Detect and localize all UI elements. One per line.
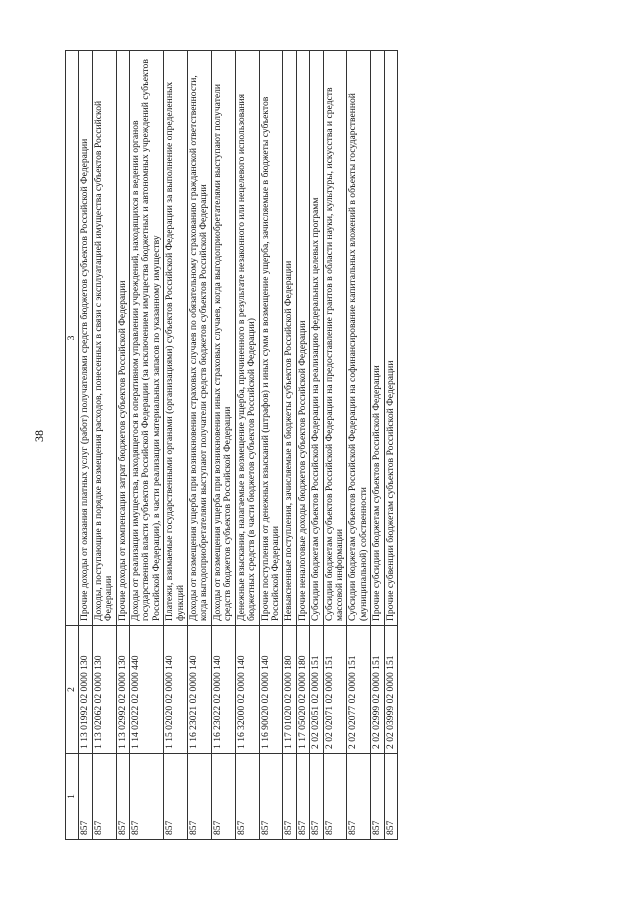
budget-classification-code-cell: 1 14 02022 02 0000 440 (130, 626, 164, 754)
admin-code-cell: 857 (130, 754, 164, 840)
budget-classification-code-cell: 1 16 90020 02 0000 140 (259, 626, 283, 754)
admin-code-cell: 857 (188, 754, 212, 840)
income-name-cell: Доходы, поступающие в порядке возмещения расходов, понесенных в связи с эксплуатацией имущества субъектов Российской Федерации (92, 51, 116, 626)
budget-classification-code-cell: 2 02 02071 02 0000 151 (323, 626, 347, 754)
budget-classification-code-cell: 1 13 02992 02 0000 130 (116, 626, 129, 754)
income-name-cell: Невыясненные поступления, зачисляемые в бюджеты субъектов Российской Федерации (283, 51, 296, 626)
income-name-cell: Прочие поступления от денежных взысканий (штрафов) и иных сумм в возмещение ущерба, зачисляемые в бюджеты субъектов Российской Федерации (259, 51, 283, 626)
admin-code-cell: 857 (259, 754, 283, 840)
header-col-1: 1 (66, 754, 79, 840)
admin-code-cell: 857 (283, 754, 296, 840)
table-row (347, 51, 371, 840)
income-name-cell: Прочие субсидии бюджетам субъектов Российской Федерации (371, 51, 384, 626)
income-name-cell: Доходы от возмещения ущерба при возникновении страховых случаев по обязательному страхованию гражданской ответственности, когда выгодоприобретателями выступают получатели средств бюджетов субъектов Российской Федерации (188, 51, 212, 626)
income-name-cell: Прочие субвенции бюджетам субъектов Российской Федерации (384, 51, 397, 626)
table-row (116, 51, 129, 840)
rotated-table-area (65, 50, 575, 840)
income-name-cell: Субсидии бюджетам субъектов Российской Федерации на софинансирование капитальных вложений в объекты государственной (муниципальной) собственности (347, 51, 371, 626)
income-name-cell: Денежные взыскания, налагаемые в возмещение ущерба, причиненного в результате незаконного или нецелевого использования бюджетных средств (в части бюджетов субъектов Российской Федерации) (235, 51, 259, 626)
admin-code-cell: 857 (347, 754, 371, 840)
admin-code-cell: 857 (116, 754, 129, 840)
budget-classification-code-cell: 1 17 01020 02 0000 180 (283, 626, 296, 754)
income-name-cell: Субсидии бюджетам субъектов Российской Федерации на реализацию федеральных целевых программ (310, 51, 323, 626)
income-name-cell: Доходы от возмещения ущерба при возникновении иных страховых случаев, когда выгодоприобретателями выступают получатели средств бюджетов субъектов Российской Федерации (211, 51, 235, 626)
table-row (384, 51, 397, 840)
table-row (188, 51, 212, 840)
budget-classification-code-cell: 1 15 02020 02 0000 140 (164, 626, 188, 754)
income-name-cell: Платежи, взимаемые государственными органами (организациями) субъектов Российской Федерации за выполнение определенных функций (164, 51, 188, 626)
table-row (130, 51, 164, 840)
budget-classification-code-cell: 2 02 02051 02 0000 151 (310, 626, 323, 754)
page-number: 38 (32, 430, 46, 442)
table-row (371, 51, 384, 840)
admin-code-cell: 857 (211, 754, 235, 840)
budget-classification-code-cell: 2 02 02077 02 0000 151 (347, 626, 371, 754)
admin-code-cell: 857 (79, 754, 92, 840)
income-name-cell: Прочие доходы от компенсации затрат бюджетов субъектов Российской Федерации (116, 51, 129, 626)
admin-code-cell: 857 (296, 754, 309, 840)
table-row (283, 51, 296, 840)
income-name-cell: Прочие неналоговые доходы бюджетов субъектов Российской Федерации (296, 51, 309, 626)
table-row (323, 51, 347, 840)
header-col-2: 2 (66, 626, 79, 754)
table-row (211, 51, 235, 840)
admin-code-cell: 857 (310, 754, 323, 840)
income-name-cell: Прочие доходы от оказания платных услуг (работ) получателями средств бюджетов субъектов Российской Федерации (79, 51, 92, 626)
table-header-row (66, 51, 79, 840)
income-name-cell: Субсидии бюджетам субъектов Российской Федерации на предоставление грантов в области науки, культуры, искусства и средств массовой информации (323, 51, 347, 626)
budget-classification-code-cell: 2 02 02999 02 0000 151 (371, 626, 384, 754)
table-row (235, 51, 259, 840)
table-row (296, 51, 309, 840)
income-codes-table (65, 50, 398, 840)
table-row (259, 51, 283, 840)
budget-classification-code-cell: 1 17 05020 02 0000 180 (296, 626, 309, 754)
budget-classification-code-cell: 1 13 01992 02 0000 130 (79, 626, 92, 754)
budget-classification-code-cell: 1 16 23022 02 0000 140 (211, 626, 235, 754)
budget-classification-code-cell: 2 02 03999 02 0000 151 (384, 626, 397, 754)
admin-code-cell: 857 (323, 754, 347, 840)
table-row (79, 51, 92, 840)
header-col-3: 3 (66, 51, 79, 626)
table-row (164, 51, 188, 840)
budget-classification-code-cell: 1 13 02062 02 0000 130 (92, 626, 116, 754)
table-row (92, 51, 116, 840)
budget-classification-code-cell: 1 16 23021 02 0000 140 (188, 626, 212, 754)
admin-code-cell: 857 (384, 754, 397, 840)
admin-code-cell: 857 (235, 754, 259, 840)
admin-code-cell: 857 (92, 754, 116, 840)
admin-code-cell: 857 (371, 754, 384, 840)
income-name-cell: Доходы от реализации имущества, находящегося в оперативном управлении учреждений, находящихся в ведении органов государственной власти субъектов Российской Федерации (за исключением имущества бюджетных и автономных учреждений субъектов Российской Федерации), в части реализации материальных запасов по указанному имуществу (130, 51, 164, 626)
budget-classification-code-cell: 1 16 32000 02 0000 140 (235, 626, 259, 754)
admin-code-cell: 857 (164, 754, 188, 840)
table-row (310, 51, 323, 840)
